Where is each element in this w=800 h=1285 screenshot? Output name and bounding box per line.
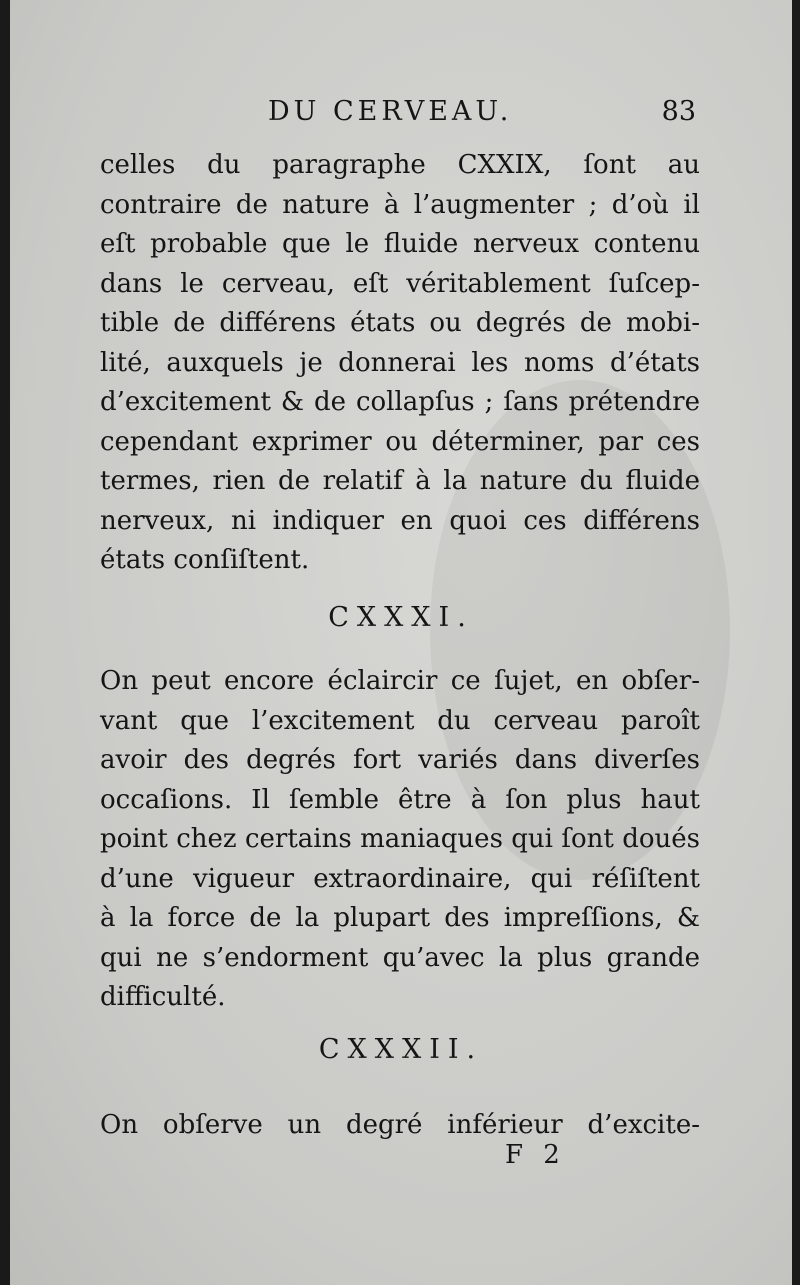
text-line: d’excitement & de collapſus ; ſans prétendre	[100, 387, 700, 417]
text-line: cependant exprimer ou déterminer, par ces	[100, 426, 700, 457]
section-heading-cxxxii: CXXXII.	[318, 1034, 484, 1065]
text-line: qui ne s’endorment qu’avec la plus grande	[100, 942, 700, 973]
book-page	[10, 0, 792, 1285]
text-line: nerveux, ni indiquer en quoi ces différens	[100, 505, 700, 536]
text-line: dans le cerveau, eſt véritablement ſuſcep-	[100, 268, 700, 299]
text-line: lité, auxquels je donnerai les noms d’états	[100, 347, 700, 378]
text-line: On obſerve un degré inférieur d’excite-	[100, 1110, 700, 1140]
text-line: contraire de nature à l’augmenter ; d’où il	[100, 189, 700, 220]
text-line: à la force de la plupart des impreſſions, &	[100, 903, 700, 933]
text-line: celles du paragraphe CXXIX, ſont au	[100, 150, 700, 180]
page-header	[10, 96, 792, 136]
text-line: avoir des degrés fort variés dans diverſes	[100, 745, 700, 775]
text-line: difficulté.	[100, 982, 226, 1012]
text-line: termes, rien de relatif à la nature du fluide	[100, 466, 700, 496]
running-head: DU CERVEAU.	[268, 96, 513, 127]
text-line: eſt probable que le fluide nerveux contenu	[100, 229, 700, 259]
text-line: vant que l’excitement du cerveau paroît	[100, 705, 700, 736]
signature-mark: F 2	[505, 1140, 566, 1170]
text-line: occaſions. Il ſemble être à ſon plus haut	[100, 784, 700, 815]
page-number: 83	[661, 96, 696, 127]
text-line: d’une vigueur extraordinaire, qui réſiſtent	[100, 863, 700, 894]
text-line: point chez certains maniaques qui ſont doués	[100, 824, 700, 854]
paragraph-3	[100, 1106, 700, 1146]
paragraph-1	[100, 146, 700, 581]
text-line: tible de différens états ou degrés de mobi-	[100, 308, 700, 338]
paragraph-2	[100, 662, 700, 1018]
text-line: On peut encore éclaircir ce ſujet, en obſer-	[100, 666, 700, 696]
text-line: états conſiſtent.	[100, 545, 310, 575]
section-heading-cxxxi: CXXXI.	[328, 602, 474, 633]
